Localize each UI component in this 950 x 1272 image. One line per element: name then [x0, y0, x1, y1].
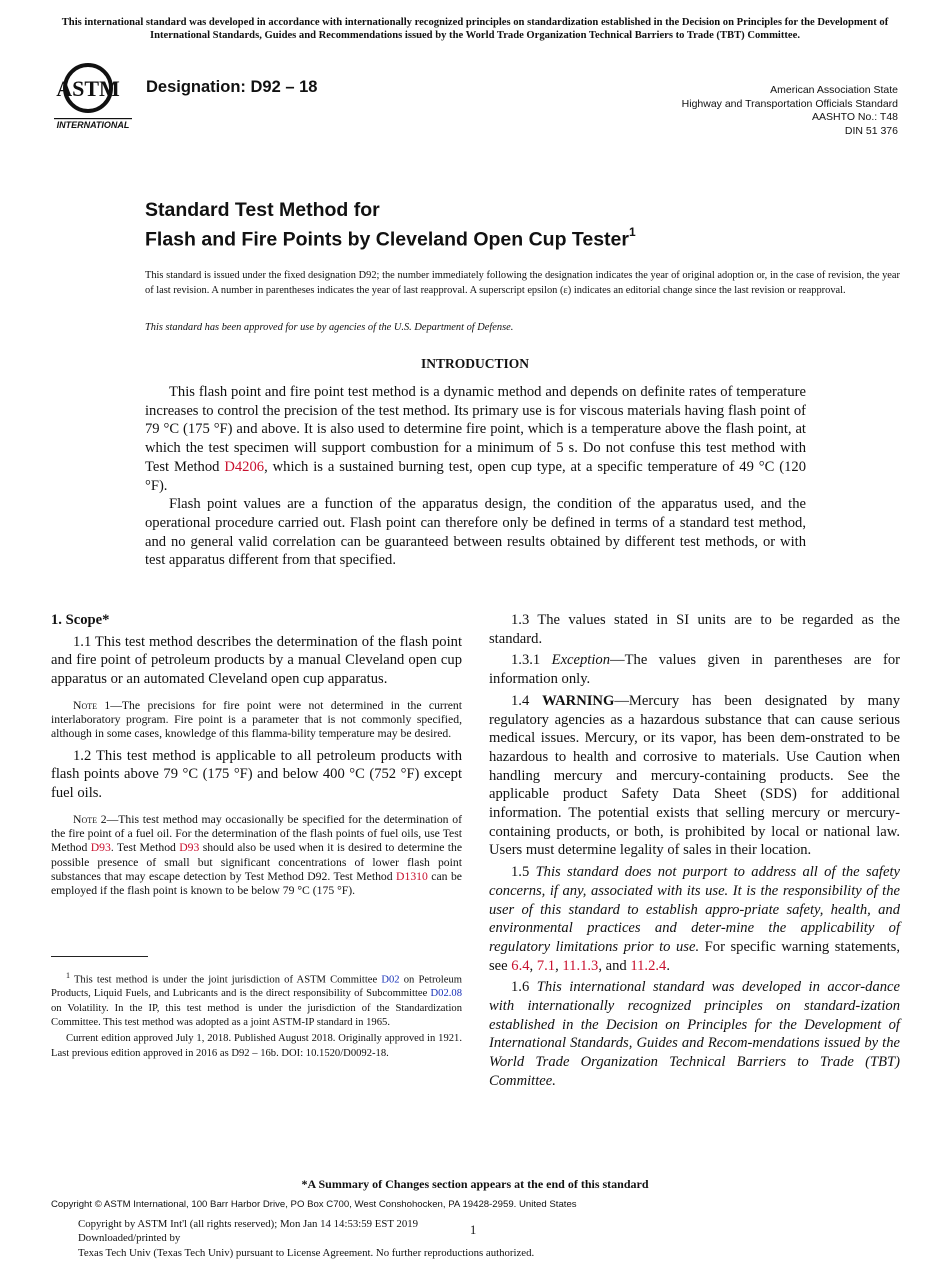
section-1-2: 1.2 This test method is applicable to all petroleum products with flash points above 79 °C (175 °F) and below 400 °C (752 °F) except fuel oils.: [51, 747, 462, 802]
intro-paragraph: Flash point values are a function of the apparatus design, the condition of the apparatus used, and the operational procedure carried out. Flash point can therefore only be defined in terms of a standard test method, and no general valid correlation can be guaranteed between results obtained by different test methods, or with test apparatus different from that specified.: [145, 496, 806, 569]
download-line: Downloaded/printed by: [78, 1232, 181, 1245]
introduction-body: [145, 383, 806, 570]
section-1-3: 1.3 The values stated in SI units are to be regarded as the standard.: [489, 612, 900, 647]
footnote-1: $^1$ This test method is under the joint jurisdiction of ASTM Committee D02 on Petroleum Products, Liquid Fuels, and Lubricants and is the direct responsibility of Subcommittee D02.08 on Volatility. In the IP, this test method is under the jurisdiction of the Standardization Committee. This test method was adopted as a joint ASTM-IP standard in 1965.: [51, 970, 462, 1029]
note-1: Note 1—The precisions for fire point were not determined in the current interlaboratory program. Fire point is a parameter that is not commonly specified, although in some cases, knowledge of this flamma-bility temperature may be desired.: [51, 698, 462, 741]
section-1-6: 1.6 This international standard was developed in accor-dance with internationally recognized principles on standard-ization established in the Decision on Principles for the Development of International Standards, Guides and Recom-mendations issued by the World Trade Organization Technical Barriers to Trade (TBT) Committee.: [489, 979, 900, 1089]
astm-logo: [52, 58, 134, 132]
link-7-1[interactable]: 7.1: [536, 957, 556, 974]
right-column: [489, 611, 900, 1094]
copyright-line: Copyright © ASTM International, 100 Barr Harbor Drive, PO Box C700, West Conshohocken, PA 19428-2959. United States: [51, 1199, 577, 1210]
section-1-1: 1.1 This test method describes the determination of the flash point and fire point of petroleum products by a manual Cleveland open cup apparatus or an automated Cleveland open cup apparatus.: [51, 633, 462, 688]
link-11-2-4[interactable]: 11.2.4: [630, 957, 667, 974]
title-footnote-ref[interactable]: 1: [629, 225, 636, 239]
section-1-4: 1.4 WARNING—Mercury has been designated by many regulatory agencies as a hazardous substance that can cause serious medical issues. Mercury, or its vapor, has been dem-onstrated to be hazardous to health and corrosive to materials. Use Caution when handling mercury and mercury-containing products. See the applicable product Safety Data Sheet (SDS) for additional information. The potential exists that selling mercury or mercury-containing products, or both, is prohibited by local or national law. Users must determine legality of sales in their location.: [489, 692, 901, 859]
introduction-heading: INTRODUCTION: [420, 356, 529, 371]
logo-subtext: INTERNATIONAL: [56, 120, 130, 130]
link-d93[interactable]: D93: [179, 841, 200, 855]
intro-paragraph: This flash point and fire point test method is a dynamic method and depends on definite rates of temperature increases to control the precision of the test method. Its primary use is for viscous materials having flash point of 79 °C (175 °F) and above. It is also used to determine fire point, which is a temperature above the flash point, at which the test specimen will support combustion for a minimum of 5 s. Do not confuse this test method with Test Method D4206, which is a sustained burning test, open cup type, at a specific temperature of 49 °C (120 °F).: [145, 384, 806, 494]
link-d93[interactable]: D93: [90, 841, 111, 855]
link-d4206[interactable]: D4206: [224, 458, 265, 475]
issued-statement: This standard is issued under the fixed designation D92; the number immediately following the designation indicates the year of original adoption or, in the case of revision, the year of last revision. A number in parentheses indicates the year of last reapproval. A superscript epsilon (ε) indicates an editorial change since the last revision or reapproval.: [145, 270, 900, 297]
download-stamp: [78, 1217, 534, 1260]
download-line: Copyright by ASTM Int'l (all rights reserved); Mon Jan 14 14:53:59 EST 2019: [78, 1218, 419, 1230]
title-line-2: [145, 222, 636, 253]
link-d1310[interactable]: D1310: [396, 870, 428, 883]
aashto-block: [682, 84, 898, 138]
link-d02[interactable]: D02: [381, 974, 400, 986]
footnote-edition: Current edition approved July 1, 2018. Published August 2018. Originally approved in 1921. Last previous edition approved in 2016 as D92 – 16b. DOI: 10.1520/D0092-18.: [51, 1033, 462, 1059]
section-1-3-1: 1.3.1 Exception—The values given in parentheses are for information only.: [489, 652, 900, 688]
download-line: Texas Tech Univ (Texas Tech Univ) pursuant to License Agreement. No further reproductions authorized.: [78, 1246, 535, 1259]
link-d02-08[interactable]: D02.08: [430, 988, 462, 1000]
title-line-1: Standard Test Method for: [145, 199, 380, 221]
top-notice: This international standard was developed in accordance with internationally recognized principles on standardization established in the Decision on Principles for the Development of International Standards, Guides and Recommendations issued by the World Trade Organization Technical Barriers to Trade (TBT) Committee.: [61, 17, 889, 41]
aashto-line: DIN 51 376: [844, 124, 898, 137]
link-11-1-3[interactable]: 11.1.3: [562, 957, 599, 974]
aashto-line: AASHTO No.: T48: [812, 111, 898, 123]
aashto-line: American Association State: [770, 84, 898, 96]
title-text: Flash and Fire Points by Cleveland Open Cup Tester: [145, 228, 629, 251]
aashto-line: Highway and Transportation Officials Standard: [681, 97, 898, 110]
note-2: Note 2—This test method may occasionally be specified for the determination of the fire point of a fuel oil. For the determination of the flash points of fuel oils, use Test Method D93. Test Method D93 should also be used when it is desired to determine the possible presence of small but significant concentrations of lower flash point substances that may escape detection by Test Method D92. Test Method D1310 can be employed if the flash point is known to be below 79 °C (175 °F).: [51, 812, 463, 898]
page-number: 1: [470, 1223, 477, 1237]
summary-of-changes-note: *A Summary of Changes section appears at the end of this standard: [301, 1177, 649, 1191]
footnote-divider: [51, 956, 148, 957]
designation: Designation: D92 – 18: [146, 78, 318, 96]
logo-text: ASTM: [56, 76, 120, 101]
section-1-5: 1.5 This standard does not purport to address all of the safety concerns, if any, associated with its use. It is the responsibility of the user of this standard to establish appro-priate safety, health, and environmental practices and deter-mine the applicability of regulatory limitations prior to use. For specific warning statements, see 6.4, 7.1, 11.1.3, and 11.2.4.: [489, 864, 900, 974]
scope-heading: 1. Scope*: [51, 612, 110, 628]
left-column: [51, 611, 462, 1063]
document-title: [145, 199, 636, 253]
dod-approval: This standard has been approved for use by agencies of the U.S. Department of Defense.: [145, 322, 514, 333]
link-6-4[interactable]: 6.4: [511, 957, 530, 974]
